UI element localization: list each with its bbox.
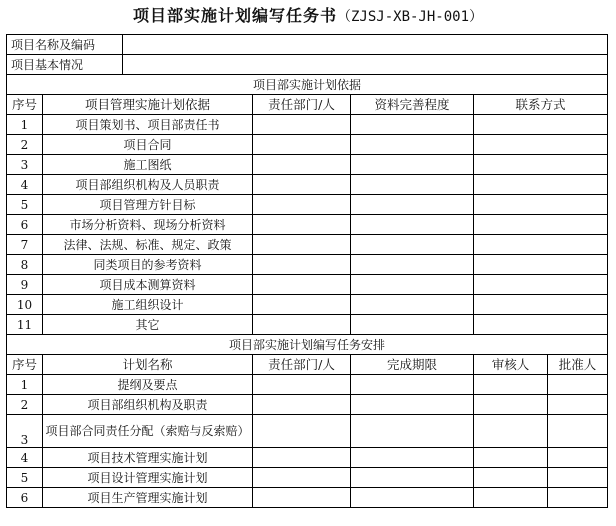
cell-deadline[interactable] [351,375,474,395]
basis-header-row [7,95,608,115]
info-label: 项目基本情况 [7,55,123,75]
row-no: 5 [7,468,43,488]
header-basis-name: 项目管理实施计划依据 [43,95,253,115]
cell-deadline[interactable] [351,395,474,415]
row-name: 项目设计管理实施计划 [43,468,253,488]
header-reviewer: 审核人 [474,355,548,375]
task-form-table [6,34,608,508]
basis-row [7,275,608,295]
cell-level[interactable] [351,295,474,315]
cell-approver[interactable] [548,415,608,448]
cell-reviewer[interactable] [474,415,548,448]
cell-contact[interactable] [474,155,608,175]
cell-dept[interactable] [253,315,351,335]
row-no: 3 [7,415,43,448]
cell-level[interactable] [351,235,474,255]
cell-level[interactable] [351,115,474,135]
task-row [7,488,608,508]
basis-row [7,315,608,335]
cell-contact[interactable] [474,175,608,195]
cell-dept[interactable] [253,175,351,195]
row-no: 10 [7,295,43,315]
row-no: 6 [7,488,43,508]
row-name: 项目成本测算资料 [43,275,253,295]
header-level: 资料完善程度 [351,95,474,115]
row-name: 同类项目的参考资料 [43,255,253,275]
row-name: 施工组织设计 [43,295,253,315]
basis-row [7,295,608,315]
info-label: 项目名称及编码 [7,35,123,55]
cell-level[interactable] [351,135,474,155]
cell-contact[interactable] [474,235,608,255]
row-no: 5 [7,195,43,215]
row-name: 项目部合同责任分配（索赔与反索赔） [43,415,253,448]
row-name: 项目管理方针目标 [43,195,253,215]
document-title [0,5,616,28]
basis-row [7,115,608,135]
cell-level[interactable] [351,155,474,175]
header-approver: 批准人 [548,355,608,375]
cell-contact[interactable] [474,255,608,275]
basis-row [7,235,608,255]
row-no: 7 [7,235,43,255]
cell-level[interactable] [351,195,474,215]
tasks-section-title-row [7,335,608,355]
basis-row [7,195,608,215]
row-no: 1 [7,375,43,395]
cell-dept[interactable] [253,415,351,448]
cell-approver[interactable] [548,448,608,468]
cell-contact[interactable] [474,275,608,295]
cell-level[interactable] [351,215,474,235]
title-code: （ZJSJ-XB-JH-001） [337,9,484,25]
cell-dept[interactable] [253,235,351,255]
basis-row [7,155,608,175]
basis-row [7,215,608,235]
header-no: 序号 [7,95,43,115]
row-no: 2 [7,395,43,415]
tasks-section-title: 项目部实施计划编写任务安排 [7,335,608,355]
header-no: 序号 [7,355,43,375]
row-name: 其它 [43,315,253,335]
tasks-header-row [7,355,608,375]
cell-level[interactable] [351,275,474,295]
row-no: 4 [7,175,43,195]
row-name: 项目技术管理实施计划 [43,448,253,468]
cell-approver[interactable] [548,488,608,508]
row-name: 法律、法规、标准、规定、政策 [43,235,253,255]
info-value-cell[interactable] [123,35,608,55]
row-name: 项目合同 [43,135,253,155]
basis-section-title-row [7,75,608,95]
task-row [7,415,608,448]
cell-approver[interactable] [548,375,608,395]
cell-dept[interactable] [253,135,351,155]
cell-dept[interactable] [253,395,351,415]
row-no: 8 [7,255,43,275]
cell-dept[interactable] [253,115,351,135]
info-row-project-basic [7,55,608,75]
basis-row [7,135,608,155]
header-contact: 联系方式 [474,95,608,115]
info-value-cell[interactable] [123,55,608,75]
task-row [7,375,608,395]
cell-deadline[interactable] [351,468,474,488]
title-main: 项目部实施计划编写任务书 [132,6,337,25]
header-plan-name: 计划名称 [43,355,253,375]
row-name: 提纲及要点 [43,375,253,395]
cell-reviewer[interactable] [474,395,548,415]
cell-dept[interactable] [253,375,351,395]
cell-contact[interactable] [474,215,608,235]
cell-level[interactable] [351,255,474,275]
row-name: 项目生产管理实施计划 [43,488,253,508]
header-dept: 责任部门/人 [253,95,351,115]
cell-dept[interactable] [253,468,351,488]
cell-dept[interactable] [253,255,351,275]
row-name: 市场分析资料、现场分析资料 [43,215,253,235]
row-name: 项目部组织机构及人员职责 [43,175,253,195]
basis-row [7,175,608,195]
cell-dept[interactable] [253,195,351,215]
cell-reviewer[interactable] [474,468,548,488]
cell-contact[interactable] [474,315,608,335]
cell-contact[interactable] [474,135,608,155]
cell-reviewer[interactable] [474,488,548,508]
cell-reviewer[interactable] [474,375,548,395]
cell-contact[interactable] [474,115,608,135]
row-no: 6 [7,215,43,235]
row-no: 2 [7,135,43,155]
basis-row [7,255,608,275]
cell-reviewer[interactable] [474,448,548,468]
cell-level[interactable] [351,315,474,335]
task-row [7,448,608,468]
cell-contact[interactable] [474,295,608,315]
row-no: 4 [7,448,43,468]
row-name: 项目部组织机构及职责 [43,395,253,415]
cell-contact[interactable] [474,195,608,215]
cell-dept[interactable] [253,215,351,235]
row-name: 施工图纸 [43,155,253,175]
cell-dept[interactable] [253,275,351,295]
row-no: 9 [7,275,43,295]
row-no: 3 [7,155,43,175]
header-deadline: 完成期限 [351,355,474,375]
cell-approver[interactable] [548,395,608,415]
cell-deadline[interactable] [351,415,474,448]
header-dept: 责任部门/人 [253,355,351,375]
info-row-project-name [7,35,608,55]
row-no: 11 [7,315,43,335]
task-row [7,468,608,488]
cell-level[interactable] [351,175,474,195]
cell-dept[interactable] [253,295,351,315]
cell-deadline[interactable] [351,448,474,468]
row-name: 项目策划书、项目部责任书 [43,115,253,135]
cell-dept[interactable] [253,488,351,508]
task-row [7,395,608,415]
cell-deadline[interactable] [351,488,474,508]
cell-approver[interactable] [548,468,608,488]
cell-dept[interactable] [253,155,351,175]
basis-section-title: 项目部实施计划依据 [7,75,608,95]
cell-dept[interactable] [253,448,351,468]
row-no: 1 [7,115,43,135]
